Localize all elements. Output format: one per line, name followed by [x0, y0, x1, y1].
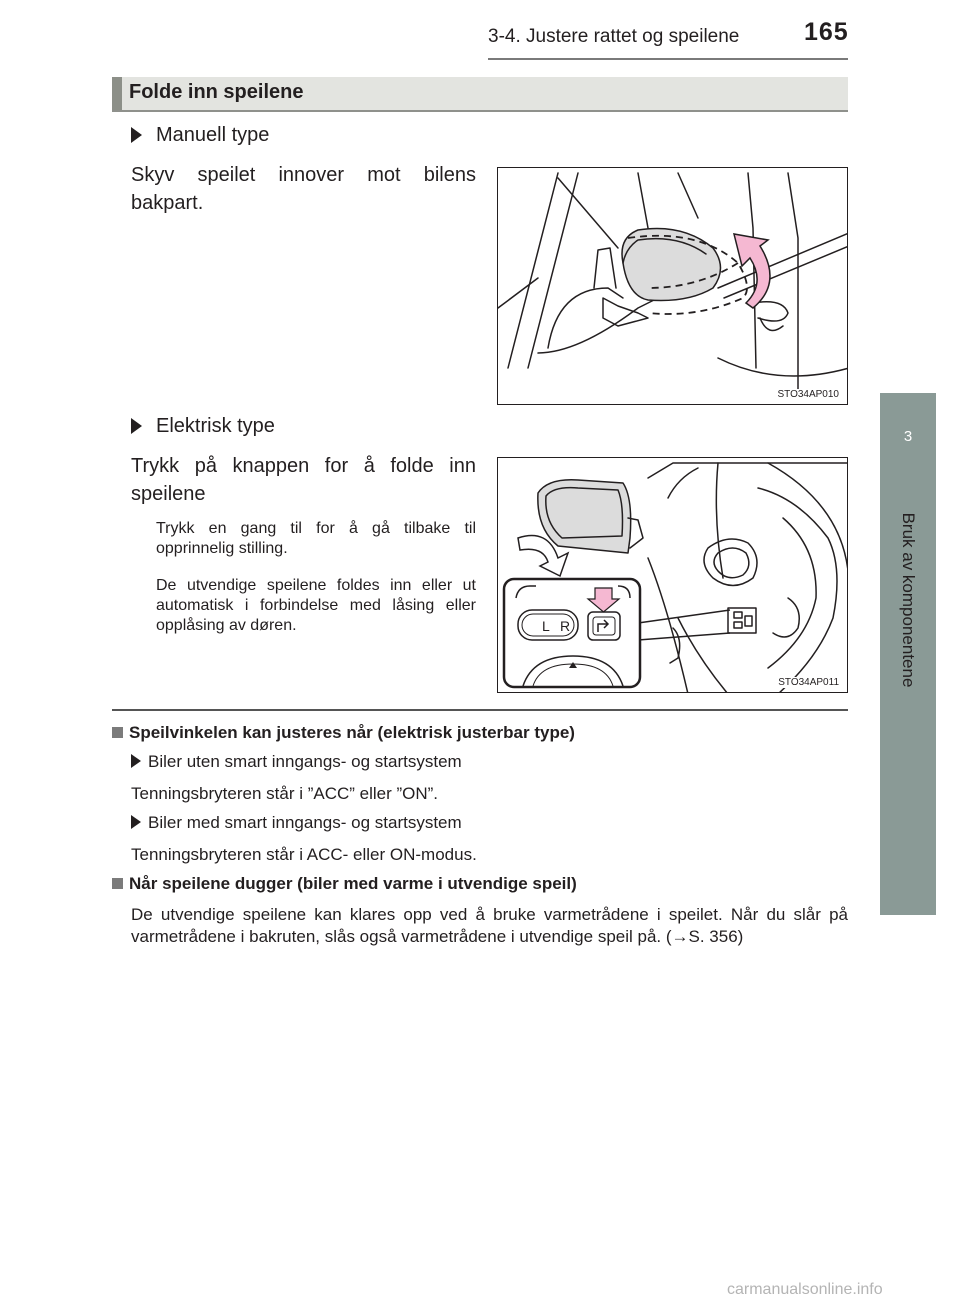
square-bullet-icon	[112, 878, 123, 889]
triangle-bullet-icon	[131, 754, 141, 768]
note-heading-fog	[112, 874, 577, 894]
section-divider	[112, 709, 848, 711]
switch-left-label: L	[542, 618, 550, 634]
triangle-bullet-icon	[131, 127, 142, 143]
section-heading-text: Folde inn speilene	[129, 81, 304, 103]
electric-note-automatic: De utvendige speilene foldes inn eller ut automatisk i forbindelse med låsing eller opplåsing av døren.	[156, 577, 476, 634]
figure-electric-switch	[497, 457, 848, 693]
note-heading-fog-text: Når speilene dugger (biler med varme i utvendige speil)	[129, 874, 577, 893]
note-bullet-smart-text: Biler med smart inngangs- og startsystem	[148, 813, 462, 832]
section-heading	[112, 77, 848, 112]
electric-note-return: Trykk en gang til for å gå tilbake til opprinnelig stilling.	[156, 520, 476, 557]
section-heading-bar	[112, 77, 122, 110]
bullet-manual-type-label: Manuell type	[156, 124, 270, 146]
manual-instruction: Skyv speilet innover mot bilens bakpart.	[131, 164, 476, 214]
page-number: 165	[804, 18, 849, 46]
note-heading-angle	[112, 723, 575, 743]
running-header: 3-4. Justere rattet og speilene	[488, 26, 740, 47]
watermark: carmanualsonline.info	[727, 1281, 883, 1298]
bullet-electric-type	[131, 415, 275, 438]
electric-switch-illustration	[498, 458, 848, 693]
bullet-manual-type	[131, 124, 269, 147]
chapter-tab-number: 3	[903, 428, 913, 445]
chapter-tab-label: Bruk av komponentene	[899, 512, 918, 688]
note-bullet-smart	[131, 813, 462, 833]
figure-code-manual: STO34AP010	[777, 389, 839, 400]
manual-mirror-illustration	[498, 168, 848, 405]
bullet-electric-type-label: Elektrisk type	[156, 415, 275, 437]
electric-instruction: Trykk på knappen for å folde inn speilene	[131, 455, 476, 505]
note-heading-angle-text: Speilvinkelen kan justeres når (elektrisk justerbar type)	[129, 723, 575, 742]
note-text-acc-on: Tenningsbryteren står i ”ACC” eller ”ON”.	[131, 784, 439, 803]
note-bullet-no-smart	[131, 752, 462, 772]
note-bullet-no-smart-text: Biler uten smart inngangs- og startsystem	[148, 752, 462, 771]
switch-right-label: R	[560, 618, 571, 634]
note-text-acc-on-mode: Tenningsbryteren står i ACC- eller ON-modus.	[131, 845, 477, 864]
triangle-bullet-icon	[131, 418, 142, 434]
square-bullet-icon	[112, 727, 123, 738]
note-text-defogger: De utvendige speilene kan klares opp ved å bruke varmetrådene i speilet. Når du slår på varmetrådene i bakruten, slås også varmetrådene i utvendige speil på. (→S. 356)	[131, 905, 848, 946]
triangle-bullet-icon	[131, 815, 141, 829]
figure-manual-mirror	[497, 167, 848, 405]
figure-code-electric: STO34AP011	[778, 677, 839, 688]
header-rule	[488, 58, 848, 60]
fold-arrow-icon	[734, 234, 770, 308]
